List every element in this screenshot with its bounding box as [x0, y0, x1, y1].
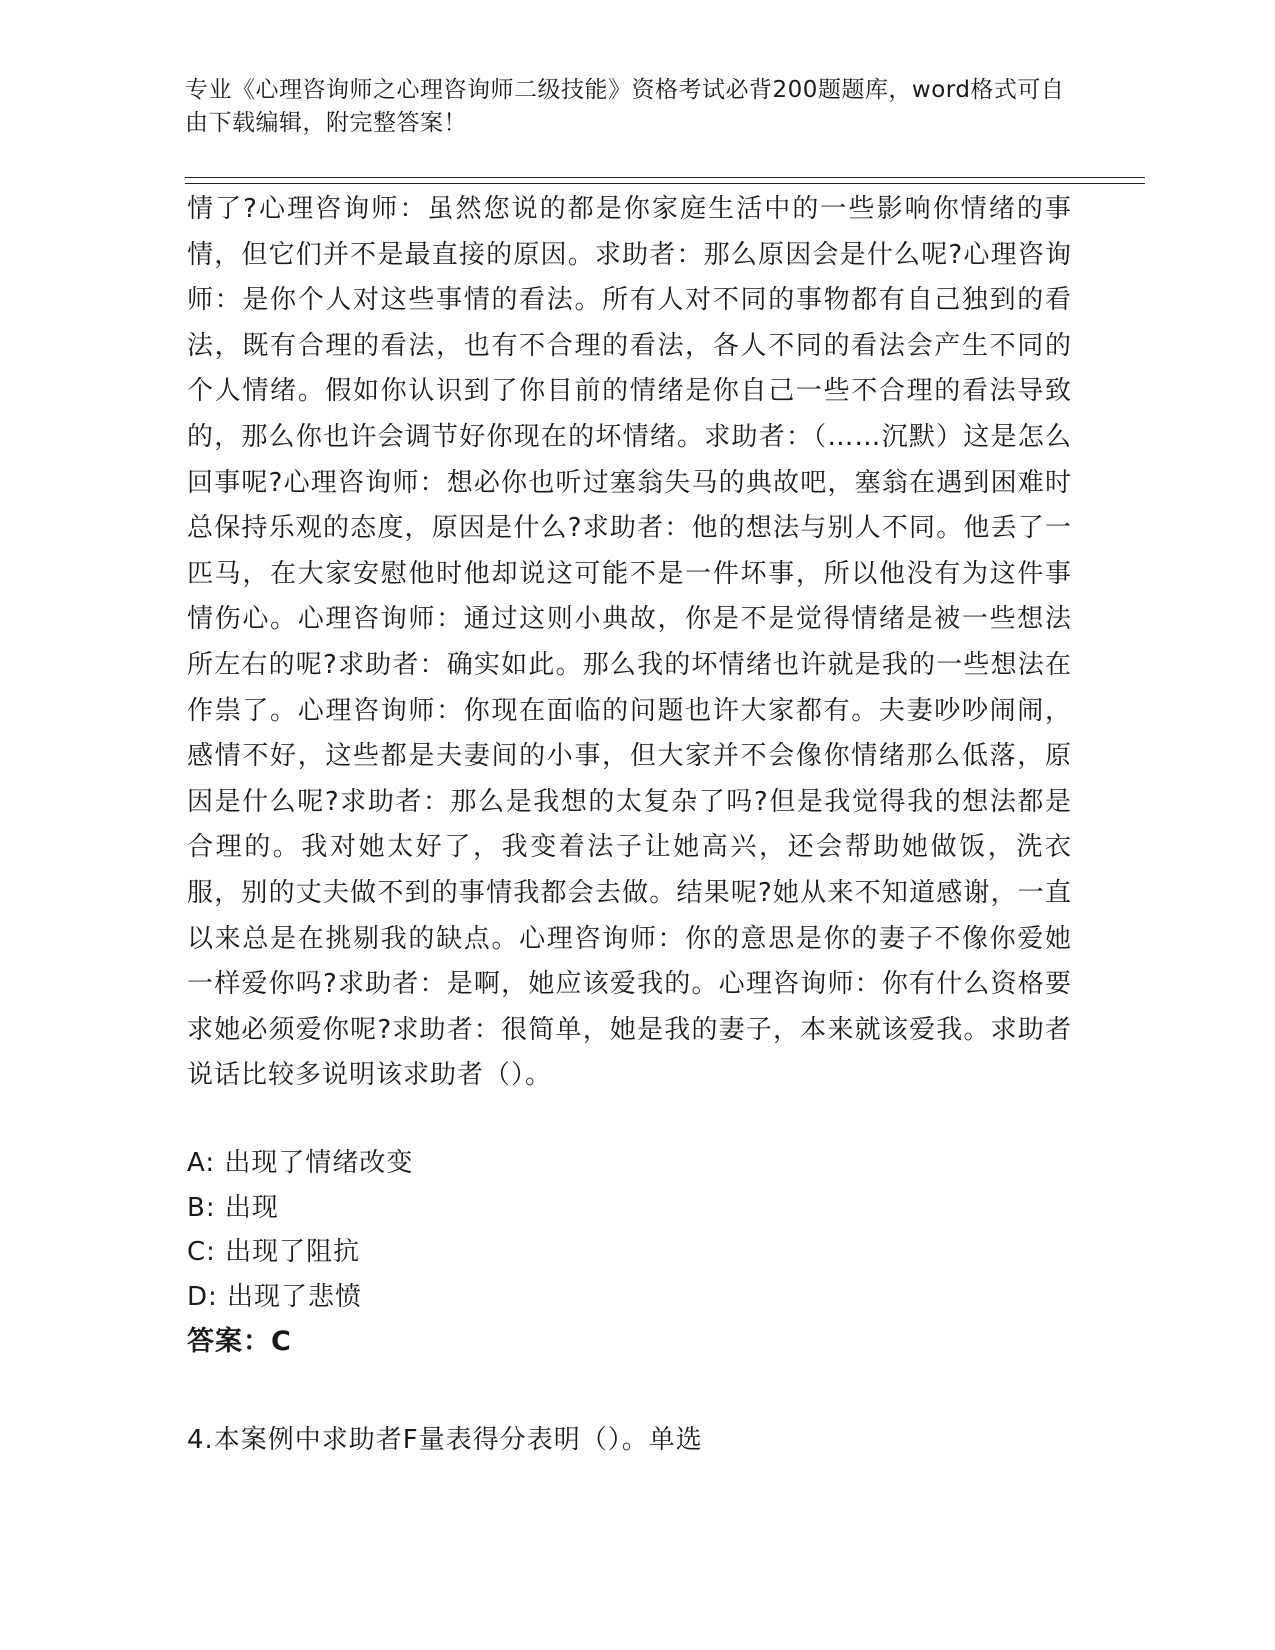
option-b: B: 出现: [187, 1192, 279, 1223]
header-title: 专业《心理咨询师之心理咨询师二级技能》资格考试必背200题题库，word格式可自由下载编辑，附完整答案！: [185, 77, 1065, 136]
case-passage: 情了?心理咨询师：虽然您说的都是你家庭生活中的一些影响你情绪的事情，但它们并不是最直接的原因。求助者：那么原因会是什么呢?心理咨询师：是你个人对这些事情的看法。所有人对不同的事物都有自己独到的看法，既有合理的看法，也有不合理的看法，各人不同的看法会产生不同的个人情绪。假如你认识到了你目前的情绪是你自己一些不合理的看法导致的，那么你也许会调节好你现在的坏情绪。求助者：（……沉默）这是怎么回事呢?心理咨询师：想必你也听过塞翁失马的典故吧，塞翁在遇到困难时总保持乐观的态度，原因是什么?求助者：他的想法与别人不同。他丢了一匹马，在大家安慰他时他却说这可能不是一件坏事，所以他没有为这件事情伤心。心理咨询师：通过这则小典故，你是不是觉得情绪是被一些想法所左右的呢?求助者：确实如此。那么我的坏情绪也许就是我的一些想法在作祟了。心理咨询师：你现在面临的问题也许大家都有。夫妻吵吵闹闹，感情不好，这些都是夫妻间的小事，但大家并不会像你情绪那么低落，原因是什么呢?求助者：那么是我想的太复杂了吗?但是我觉得我的想法都是合理的。我对她太好了，我变着法子让她高兴，还会帮助她做饭，洗衣服，别的丈夫做不到的事情我都会去做。结果呢?她从来不知道感谢，一直以来总是在挑剔我的缺点。心理咨询师：你的意思是你的妻子不像你爱她一样爱你吗?求助者：是啊，她应该爱我的。心理咨询师：你有什么资格要求她必须爱你呢?求助者：很简单，她是我的妻子，本来就该爱我。求助者说话比较多说明该求助者（）。: [187, 194, 1072, 1091]
document-header: [185, 74, 1085, 140]
header-divider-top: [185, 177, 1145, 178]
option-d: D: 出现了悲愤: [187, 1281, 363, 1312]
answer-options: [187, 1141, 413, 1319]
option-a: A: 出现了情绪改变: [187, 1148, 414, 1178]
next-question: 4.本案例中求助者F量表得分表明（）。单选: [187, 1425, 703, 1455]
option-c: C: 出现了阻抗: [187, 1237, 361, 1268]
header-divider-bottom: [185, 183, 1145, 184]
answer-key: 答案：C: [187, 1326, 292, 1357]
